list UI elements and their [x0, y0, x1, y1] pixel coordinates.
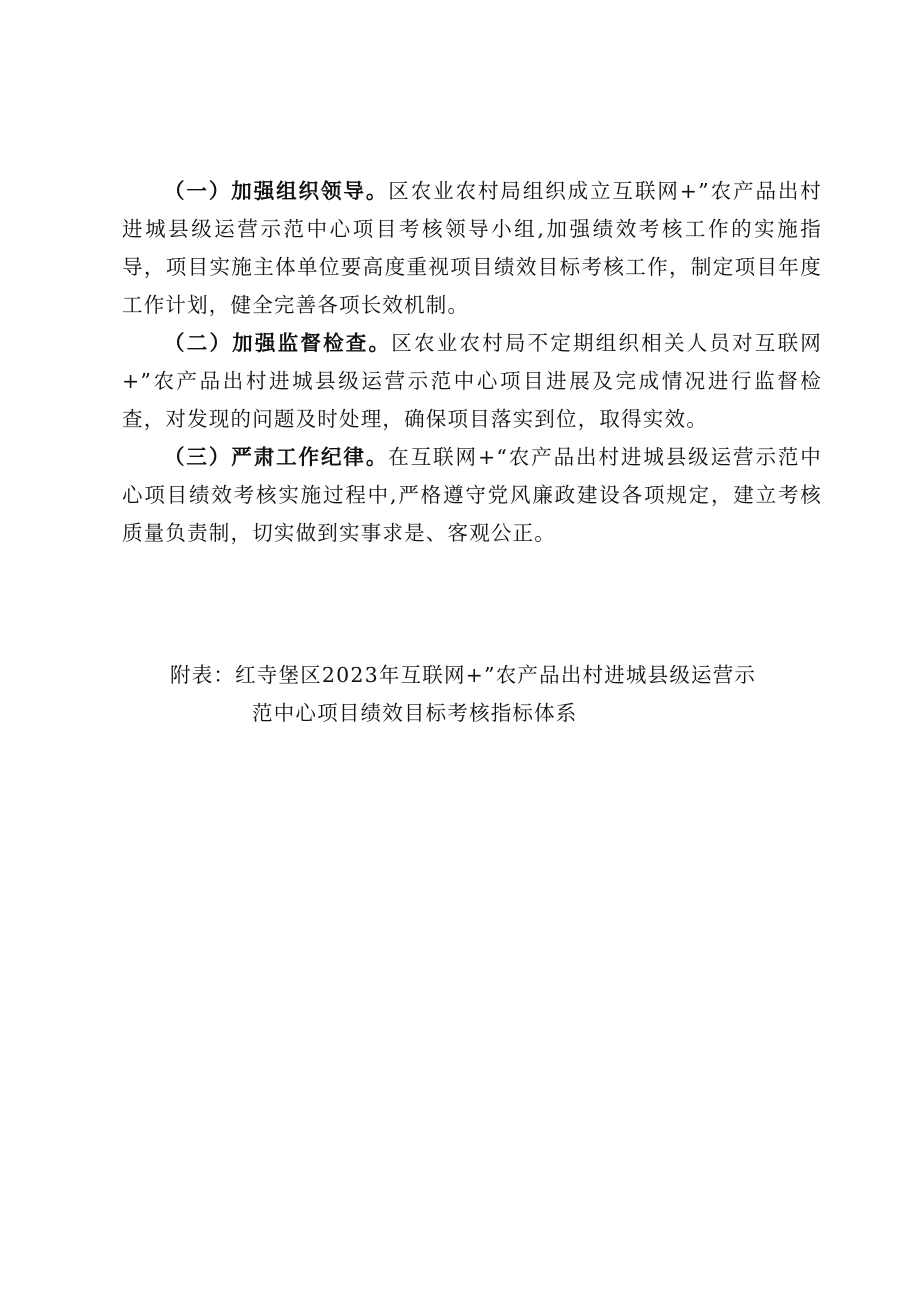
- paragraph-heading: （一）加强组织领导。: [164, 179, 389, 203]
- appendix-note: [170, 656, 820, 732]
- paragraph-heading: （三）严肃工作纪律。: [164, 445, 389, 469]
- appendix-line-1: 附表：红寺堡区2023年互联网+”农产品出村进城县级运营示: [170, 663, 757, 687]
- paragraph-heading: （二）加强监督检查。: [164, 331, 392, 355]
- paragraph-organization-leadership: [122, 172, 822, 324]
- paragraph-text: 在互联网+“农产品出村进城县级运营示范中心项目绩效考核实施过程中,严格遵守党风廉政建设各项规定，建立考核质量负责制，切实做到实事求是、客观公正。: [122, 445, 822, 545]
- paragraph-text: 区农业农村局不定期组织相关人员对互联网+”农产品出村进城县级运营示范中心项目进展及完成情况进行监督检查，对发现的问题及时处理，确保项目落实到位，取得实效。: [122, 331, 822, 431]
- document-body: [122, 172, 822, 552]
- appendix-line-2: 范中心项目绩效目标考核指标体系: [252, 701, 578, 725]
- paragraph-supervision-inspection: [122, 324, 822, 438]
- paragraph-work-discipline: [122, 438, 822, 552]
- paragraph-text: 区农业农村局组织成立互联网+”农产品出村进城县级运营示范中心项目考核领导小组,加强绩效考核工作的实施指导，项目实施主体单位要高度重视项目绩效目标考核工作，制定项目年度工作计划，健全完善各项长效机制。: [122, 179, 822, 317]
